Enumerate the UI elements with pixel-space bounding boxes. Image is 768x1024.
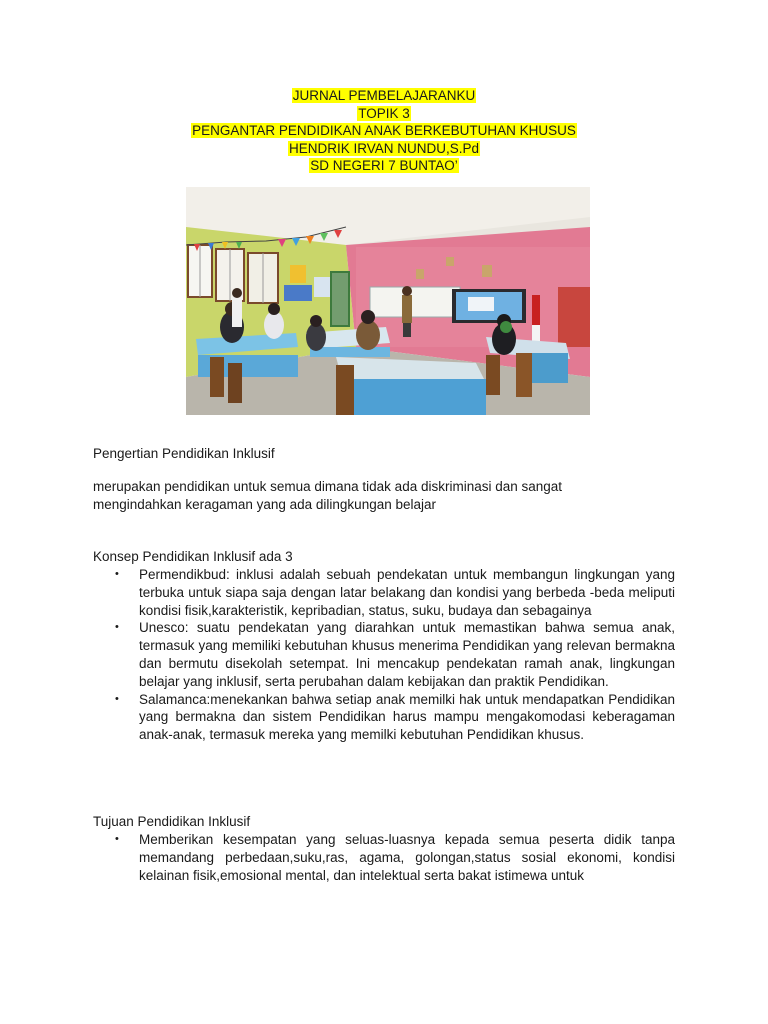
section-heading-concepts: Konsep Pendidikan Inklusif ada 3 [93,549,293,564]
list-item [93,831,675,884]
list-item [93,566,675,619]
header-author: HENDRIK IRVAN NUNDU,S.Pd [288,140,480,156]
bullet-icon: • [115,692,119,705]
section-heading-goals: Tujuan Pendidikan Inklusif [93,814,251,829]
bullet-icon: • [115,621,119,634]
header-subject: PENGANTAR PENDIDIKAN ANAK BERKEBUTUHAN KHUSUS [192,123,576,138]
list-item [93,691,675,744]
header-topic: TOPIK 3 [358,105,410,121]
header-title: JURNAL PEMBELAJARANKU [292,88,476,103]
list-item-text: Unesco: suatu pendekatan yang diarahkan untuk memastikan bahwa semua anak, termasuk yang memiliki kebutuhan khusus menerima Pendidikan yang relevan bermakna dan bermutu disekolah setempat. Ini mencakup pendekatan ramah anak, lingkungan belajar yang inklusif, serta perubahan dalam kebijakan dan praktik Pendidikan. [139,620,675,689]
list-item [93,619,675,690]
document-header [0,87,768,175]
bullet-icon: • [115,568,119,580]
definition-line: merupakan pendidikan untuk semua dimana tidak ada diskriminasi dan sangat [93,479,563,494]
section-heading-definition: Pengertian Pendidikan Inklusif [93,446,275,461]
classroom-photo [186,187,590,415]
list-item-text: Memberikan kesempatan yang seluas-luasnya kepada semua peserta didik tanpa memandang perbedaan,suku,ras, agama, golongan,status sosial ekonomi, kondisi kelainan fisik,emosional mental, dan intelektual serta bakat istimewa untuk [139,832,675,883]
goals-list [93,831,675,884]
list-item-text: Salamanca:menekankan bahwa setiap anak memilki hak untuk mendapatkan Pendidikan yang bermakna dan sistem Pendidikan harus mampu mengakomodasi keberagaman anak-anak, termasuk mereka yang memilki kebutuhan Pendidikan khusus. [139,691,675,743]
concepts-list [93,566,675,744]
bullet-icon: • [115,833,119,845]
list-item-text: Permendikbud: inklusi adalah sebuah pendekatan untuk membangun lingkungan yang terbuka untuk siapa saja dengan latar belakang dan kondisi yang berbeda -beda meliputi kondisi fisik,karakteristik, kepribadian, status, suku, budaya dan sebagainya [139,567,675,618]
header-school: SD NEGERI 7 BUNTAO’ [310,158,458,173]
definition-paragraph [93,478,613,514]
definition-line: mengindahkan keragaman yang ada dilingkungan belajar [93,496,436,512]
